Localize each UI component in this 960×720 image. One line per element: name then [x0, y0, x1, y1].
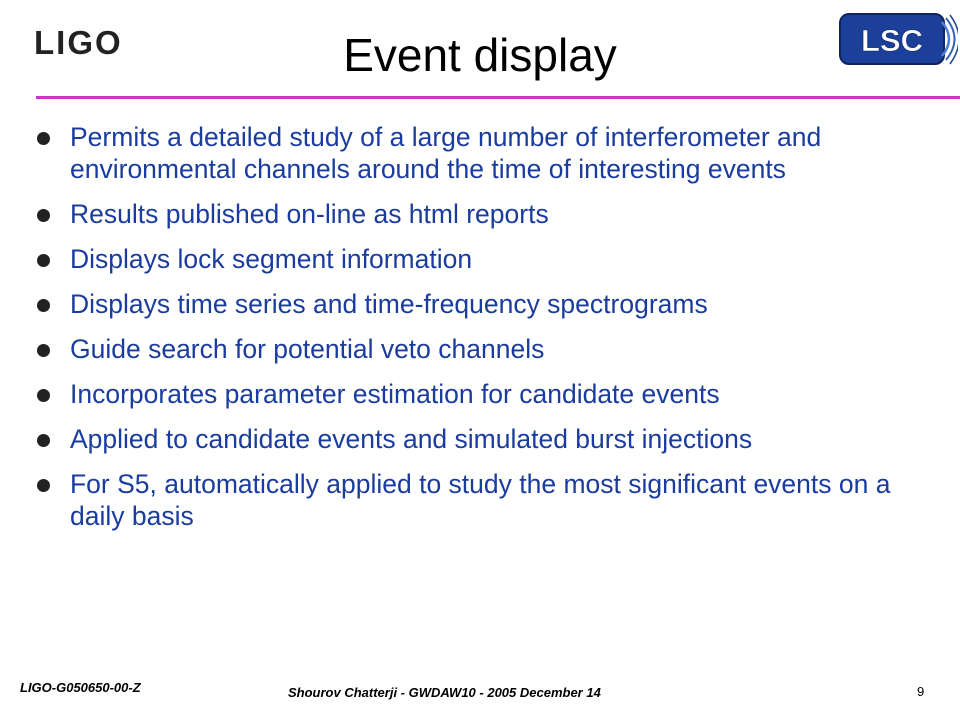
- bullet-text: Incorporates parameter estimation for candidate events: [70, 379, 720, 409]
- bullet-dot-icon: [37, 389, 50, 402]
- bullet-text: Displays time series and time-frequency spectrograms: [70, 289, 708, 319]
- bullet-dot-icon: [37, 254, 50, 267]
- bullet-item: [36, 468, 926, 532]
- title-divider: [36, 96, 960, 99]
- bullet-dot-icon: [37, 132, 50, 145]
- slide-title: Event display: [343, 29, 617, 81]
- bullet-item: [36, 378, 926, 410]
- bullet-text: For S5, automatically applied to study the most significant events on a daily basis: [70, 469, 891, 531]
- bullet-item: [36, 121, 926, 185]
- footer-author-info: Shourov Chatterji - GWDAW10 - 2005 December 14: [288, 685, 601, 700]
- bullet-dot-icon: [37, 299, 50, 312]
- ligo-logo: LIGO: [34, 24, 123, 61]
- footer-doc-id: LIGO-G050650-00-Z: [20, 680, 141, 695]
- bullet-text: Displays lock segment information: [70, 244, 473, 274]
- bullet-text: Guide search for potential veto channels: [70, 334, 545, 364]
- bullet-item: [36, 198, 926, 230]
- bullet-dot-icon: [37, 209, 50, 222]
- bullet-dot-icon: [37, 344, 50, 357]
- bullet-item: [36, 288, 926, 320]
- bullet-item: [36, 333, 926, 365]
- bullet-text: Applied to candidate events and simulated burst injections: [70, 424, 753, 454]
- bullet-dot-icon: [37, 434, 50, 447]
- bullet-list: [36, 121, 926, 545]
- bullet-text: Results published on-line as html reports: [70, 199, 549, 229]
- bullet-text: Permits a detailed study of a large number of interferometer and environmental channels around the time of interesting events: [70, 122, 822, 184]
- bullet-dot-icon: [37, 479, 50, 492]
- bullet-item: [36, 243, 926, 275]
- bullet-item: [36, 423, 926, 455]
- page-number: 9: [917, 684, 925, 699]
- lsc-logo-text: LSC: [861, 23, 923, 58]
